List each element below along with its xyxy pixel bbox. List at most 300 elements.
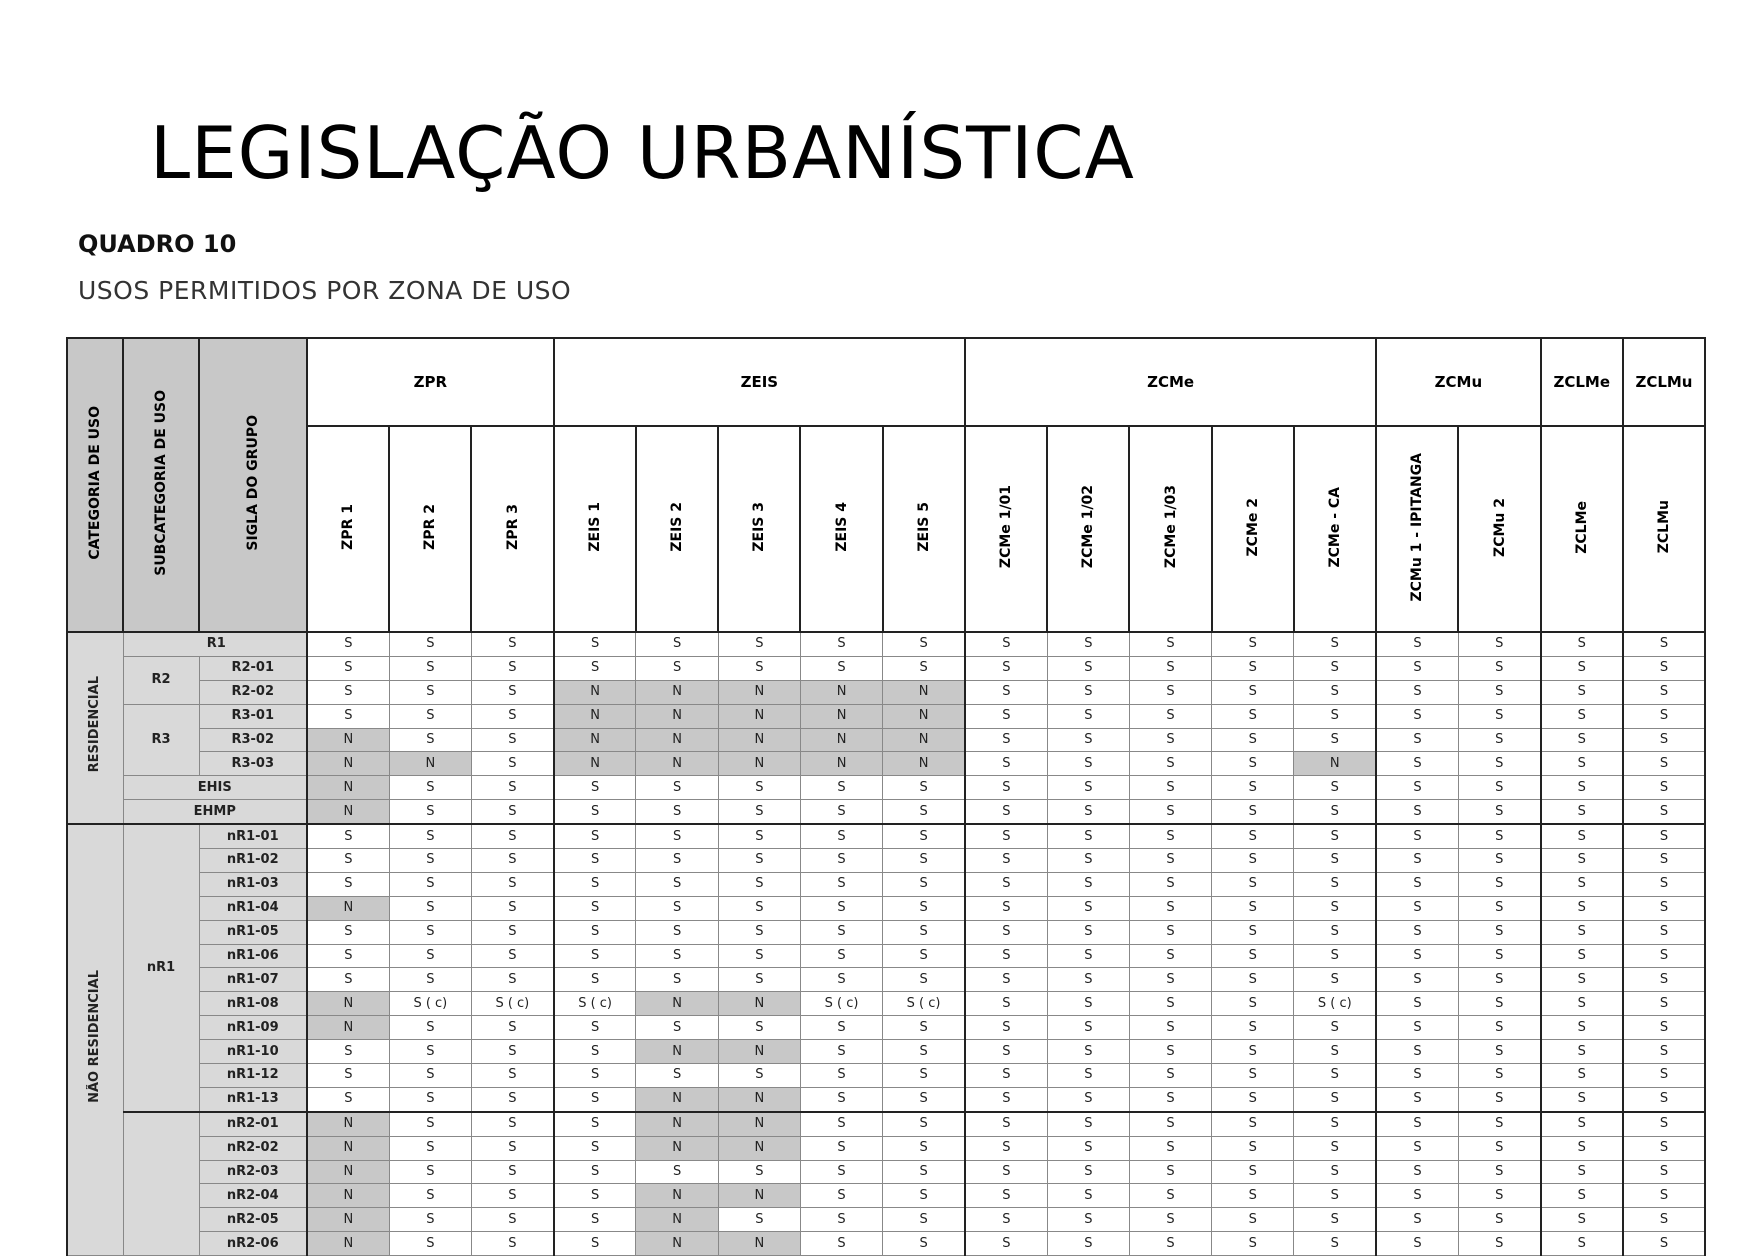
value-cell: S — [554, 632, 636, 656]
value-cell: S — [1623, 1184, 1705, 1208]
value-cell: S — [1541, 1136, 1623, 1160]
value-cell: S — [636, 800, 718, 824]
value-cell: S — [307, 1064, 389, 1088]
value-cell: N — [554, 704, 636, 728]
value-cell: S — [1541, 1040, 1623, 1064]
value-cell: S — [1458, 1064, 1540, 1088]
value-cell: S — [1376, 1232, 1458, 1256]
value-cell: S — [1212, 1232, 1294, 1256]
value-cell: S — [1129, 872, 1211, 896]
value-cell: S — [800, 920, 882, 944]
value-cell: S — [1129, 800, 1211, 824]
quadro-subtitle: USOS PERMITIDOS POR ZONA DE USO — [78, 276, 572, 305]
value-cell: S — [1294, 944, 1376, 968]
value-cell: S — [1294, 656, 1376, 680]
value-cell: S — [965, 992, 1047, 1016]
value-cell: S — [471, 896, 553, 920]
value-cell: S — [389, 944, 471, 968]
subcategory-cell — [123, 1112, 199, 1256]
value-cell: S — [1376, 800, 1458, 824]
value-cell: S — [1047, 1040, 1129, 1064]
value-cell: S — [554, 1016, 636, 1040]
value-cell: S — [307, 824, 389, 848]
value-cell: N — [636, 728, 718, 752]
value-cell: S — [965, 1232, 1047, 1256]
value-cell: S — [389, 704, 471, 728]
value-cell: S — [1212, 1136, 1294, 1160]
value-cell: S — [554, 1040, 636, 1064]
value-cell: S — [800, 1016, 882, 1040]
group-cell: R2-02 — [199, 680, 307, 704]
value-cell: S — [471, 824, 553, 848]
zone-header: ZCLMu — [1623, 338, 1705, 426]
table-row — [67, 944, 1705, 968]
value-cell: S — [1458, 680, 1540, 704]
value-cell: S — [1458, 1160, 1540, 1184]
value-cell: S — [1458, 1184, 1540, 1208]
group-cell: nR2-05 — [199, 1208, 307, 1232]
value-cell: S — [389, 680, 471, 704]
value-cell: N — [883, 704, 965, 728]
value-cell: S — [1129, 1136, 1211, 1160]
value-cell: S — [1541, 800, 1623, 824]
group-cell: nR1-06 — [199, 944, 307, 968]
value-cell: S — [389, 896, 471, 920]
value-cell: S — [1047, 872, 1129, 896]
value-cell: N — [800, 680, 882, 704]
value-cell: S — [389, 632, 471, 656]
table-row — [67, 1184, 1705, 1208]
value-cell: S — [1047, 1232, 1129, 1256]
value-cell: S — [965, 800, 1047, 824]
value-cell: N — [718, 1087, 800, 1111]
value-cell: N — [718, 752, 800, 776]
value-cell: S — [1047, 1208, 1129, 1232]
value-cell: S — [471, 920, 553, 944]
value-cell: S — [1541, 1160, 1623, 1184]
value-cell: S — [883, 632, 965, 656]
value-cell: S — [1623, 1087, 1705, 1111]
value-cell: S — [471, 1040, 553, 1064]
value-cell: S — [1376, 1064, 1458, 1088]
value-cell: S — [471, 632, 553, 656]
value-cell: S — [718, 632, 800, 656]
value-cell: S — [1541, 968, 1623, 992]
value-cell: S — [1623, 968, 1705, 992]
value-cell: S — [389, 1232, 471, 1256]
value-cell: S — [965, 752, 1047, 776]
value-cell: S — [1376, 656, 1458, 680]
value-cell: S — [1294, 1112, 1376, 1136]
value-cell: S ( c) — [554, 992, 636, 1016]
value-cell: N — [718, 704, 800, 728]
value-cell: S — [1623, 1136, 1705, 1160]
value-cell: S — [965, 824, 1047, 848]
value-cell: S — [965, 1040, 1047, 1064]
table-row — [67, 824, 1705, 848]
value-cell: N — [307, 800, 389, 824]
zone-header: ZCLMe — [1541, 338, 1623, 426]
value-cell: S — [800, 872, 882, 896]
value-cell: S — [965, 680, 1047, 704]
value-cell: S — [636, 632, 718, 656]
value-cell: S — [1047, 1112, 1129, 1136]
table-row — [67, 704, 1705, 728]
value-cell: S — [1129, 896, 1211, 920]
subcategory-cell: nR1 — [123, 824, 199, 1112]
value-cell: S — [800, 1160, 882, 1184]
value-cell: S — [389, 968, 471, 992]
value-cell: S — [1458, 752, 1540, 776]
value-cell: N — [636, 680, 718, 704]
value-cell: S — [883, 1184, 965, 1208]
value-cell: S — [718, 1208, 800, 1232]
value-cell: N — [718, 1136, 800, 1160]
value-cell: S — [800, 1064, 882, 1088]
value-cell: S — [1623, 1232, 1705, 1256]
value-cell: S — [1294, 1208, 1376, 1232]
value-cell: N — [718, 728, 800, 752]
value-cell: S — [1129, 992, 1211, 1016]
value-cell: S — [883, 776, 965, 800]
value-cell: S — [1458, 896, 1540, 920]
value-cell: S — [965, 1208, 1047, 1232]
value-cell: S — [800, 800, 882, 824]
value-cell: S — [1376, 752, 1458, 776]
value-cell: S — [636, 944, 718, 968]
value-cell: S — [1047, 849, 1129, 873]
value-cell: S — [389, 824, 471, 848]
subzone-header: ZCMe - CA — [1294, 426, 1376, 632]
value-cell: S — [1294, 1040, 1376, 1064]
value-cell: S — [307, 920, 389, 944]
value-cell: S — [1294, 728, 1376, 752]
value-cell: S — [636, 1064, 718, 1088]
value-cell: S — [554, 1208, 636, 1232]
group-cell: nR1-12 — [199, 1064, 307, 1088]
value-cell: S — [471, 1160, 553, 1184]
value-cell: S — [883, 1208, 965, 1232]
value-cell: S — [1129, 704, 1211, 728]
value-cell: S — [1458, 656, 1540, 680]
group-cell: R3-02 — [199, 728, 307, 752]
value-cell: S ( c) — [883, 992, 965, 1016]
value-cell: N — [883, 680, 965, 704]
group-cell: nR2-06 — [199, 1232, 307, 1256]
value-cell: S — [471, 704, 553, 728]
value-cell: S — [883, 1160, 965, 1184]
group-cell: nR1-10 — [199, 1040, 307, 1064]
group-cell: nR1-02 — [199, 849, 307, 873]
zone-header: ZPR — [307, 338, 554, 426]
value-cell: S — [554, 1136, 636, 1160]
value-cell: S — [718, 849, 800, 873]
value-cell: S — [883, 1136, 965, 1160]
value-cell: N — [718, 992, 800, 1016]
value-cell: S — [1212, 704, 1294, 728]
value-cell: N — [307, 1112, 389, 1136]
value-cell: S — [1129, 1040, 1211, 1064]
value-cell: S — [1212, 1112, 1294, 1136]
value-cell: S — [554, 1232, 636, 1256]
value-cell: S — [1623, 872, 1705, 896]
value-cell: S — [1129, 1184, 1211, 1208]
value-cell: S — [1458, 1040, 1540, 1064]
value-cell: S — [554, 1064, 636, 1088]
value-cell: S — [883, 1064, 965, 1088]
value-cell: S — [636, 824, 718, 848]
value-cell: S — [1212, 944, 1294, 968]
value-cell: S — [1623, 752, 1705, 776]
value-cell: S — [471, 1184, 553, 1208]
value-cell: N — [800, 704, 882, 728]
value-cell: S — [965, 1087, 1047, 1111]
value-cell: N — [718, 1112, 800, 1136]
value-cell: S — [800, 1136, 882, 1160]
value-cell: N — [636, 1208, 718, 1232]
value-cell: S — [554, 944, 636, 968]
value-cell: S — [1129, 1160, 1211, 1184]
subzone-header: ZPR 2 — [389, 426, 471, 632]
value-cell: S — [800, 632, 882, 656]
table-row — [67, 1232, 1705, 1256]
group-cell: R1 — [123, 632, 307, 656]
value-cell: S — [471, 1016, 553, 1040]
value-cell: S — [1129, 1112, 1211, 1136]
value-cell: S — [471, 728, 553, 752]
value-cell: S — [965, 944, 1047, 968]
value-cell: S — [307, 632, 389, 656]
value-cell: S — [965, 656, 1047, 680]
value-cell: S — [1541, 728, 1623, 752]
value-cell: S — [1047, 992, 1129, 1016]
value-cell: S — [965, 1016, 1047, 1040]
value-cell: S — [1541, 1087, 1623, 1111]
value-cell: S — [307, 849, 389, 873]
subzone-header: ZCMe 1/02 — [1047, 426, 1129, 632]
value-cell: S — [389, 800, 471, 824]
value-cell: S — [1376, 968, 1458, 992]
value-cell: S — [718, 872, 800, 896]
value-cell: S — [1458, 872, 1540, 896]
value-cell: S — [800, 1087, 882, 1111]
value-cell: S — [800, 944, 882, 968]
value-cell: S — [1458, 1112, 1540, 1136]
value-cell: S — [1376, 944, 1458, 968]
value-cell: N — [307, 1208, 389, 1232]
value-cell: S — [1541, 824, 1623, 848]
value-cell: S — [554, 1087, 636, 1111]
value-cell: N — [554, 728, 636, 752]
value-cell: N — [636, 1184, 718, 1208]
value-cell: S — [1047, 968, 1129, 992]
value-cell: S — [1129, 1232, 1211, 1256]
table-row — [67, 1087, 1705, 1111]
zone-header: ZCMu — [1376, 338, 1540, 426]
value-cell: N — [636, 1087, 718, 1111]
value-cell: S — [1376, 776, 1458, 800]
value-cell: S — [1458, 1232, 1540, 1256]
group-cell: nR2-02 — [199, 1136, 307, 1160]
group-cell: nR1-09 — [199, 1016, 307, 1040]
table-row — [67, 1208, 1705, 1232]
value-cell: S — [307, 704, 389, 728]
col-header-sigla: SIGLA DO GRUPO — [199, 338, 307, 632]
value-cell: N — [307, 1232, 389, 1256]
value-cell: S — [965, 872, 1047, 896]
value-cell: S — [1212, 992, 1294, 1016]
value-cell: N — [718, 1184, 800, 1208]
value-cell: S — [1294, 1232, 1376, 1256]
value-cell: S — [389, 1040, 471, 1064]
value-cell: S — [1047, 944, 1129, 968]
value-cell: S — [471, 680, 553, 704]
value-cell: N — [636, 1136, 718, 1160]
value-cell: S — [1047, 1184, 1129, 1208]
value-cell: S — [1541, 752, 1623, 776]
value-cell: S — [1458, 1087, 1540, 1111]
value-cell: S — [1541, 920, 1623, 944]
col-header-subcategoria: SUBCATEGORIA DE USO — [123, 338, 199, 632]
value-cell: S — [800, 1232, 882, 1256]
value-cell: S — [1129, 1016, 1211, 1040]
zone-header-row — [67, 338, 1705, 426]
group-cell: nR1-03 — [199, 872, 307, 896]
value-cell: S — [800, 849, 882, 873]
value-cell: S — [636, 968, 718, 992]
table-row — [67, 776, 1705, 800]
value-cell: S — [1623, 1208, 1705, 1232]
value-cell: S — [471, 1208, 553, 1232]
value-cell: S — [1212, 1208, 1294, 1232]
value-cell: S — [1376, 1040, 1458, 1064]
value-cell: S — [1212, 776, 1294, 800]
subzone-header: ZCLMe — [1541, 426, 1623, 632]
value-cell: S — [1623, 849, 1705, 873]
value-cell: S — [1294, 920, 1376, 944]
value-cell: S — [554, 1112, 636, 1136]
value-cell: S — [1294, 704, 1376, 728]
value-cell: S — [1047, 752, 1129, 776]
value-cell: S — [471, 656, 553, 680]
zone-header: ZEIS — [554, 338, 965, 426]
value-cell: S — [1376, 872, 1458, 896]
value-cell: N — [636, 992, 718, 1016]
value-cell: N — [800, 752, 882, 776]
value-cell: S — [1047, 800, 1129, 824]
value-cell: S — [1541, 992, 1623, 1016]
value-cell: S — [471, 800, 553, 824]
value-cell: N — [883, 728, 965, 752]
value-cell: S — [1541, 944, 1623, 968]
group-cell: R3-03 — [199, 752, 307, 776]
value-cell: S — [554, 920, 636, 944]
value-cell: S — [636, 656, 718, 680]
value-cell: S — [1047, 656, 1129, 680]
value-cell: S ( c) — [1294, 992, 1376, 1016]
value-cell: S — [800, 1112, 882, 1136]
value-cell: S — [1623, 800, 1705, 824]
value-cell: S — [800, 1040, 882, 1064]
table-row — [67, 656, 1705, 680]
category-cell: RESIDENCIAL — [67, 632, 123, 824]
value-cell: S — [554, 776, 636, 800]
value-cell: S — [554, 800, 636, 824]
value-cell: S — [800, 656, 882, 680]
value-cell: S — [1376, 728, 1458, 752]
value-cell: S — [1623, 1040, 1705, 1064]
value-cell: S — [471, 1064, 553, 1088]
value-cell: N — [307, 728, 389, 752]
value-cell: S — [389, 1016, 471, 1040]
value-cell: S — [1294, 1087, 1376, 1111]
value-cell: S — [1623, 728, 1705, 752]
value-cell: S — [554, 824, 636, 848]
value-cell: S — [883, 920, 965, 944]
value-cell: S — [965, 1112, 1047, 1136]
subzone-header: ZEIS 4 — [800, 426, 882, 632]
value-cell: S — [1129, 632, 1211, 656]
value-cell: S — [389, 1160, 471, 1184]
value-cell: S — [1047, 1136, 1129, 1160]
value-cell: S — [1212, 1064, 1294, 1088]
value-cell: S — [718, 824, 800, 848]
value-cell: N — [636, 1232, 718, 1256]
value-cell: S — [1623, 1064, 1705, 1088]
value-cell: S — [1294, 849, 1376, 873]
value-cell: S — [1541, 896, 1623, 920]
value-cell: N — [307, 1136, 389, 1160]
value-cell: S — [1294, 680, 1376, 704]
value-cell: S — [1623, 896, 1705, 920]
value-cell: S — [1212, 728, 1294, 752]
value-cell: S — [471, 1112, 553, 1136]
value-cell: S — [389, 776, 471, 800]
value-cell: N — [636, 1040, 718, 1064]
value-cell: S — [1541, 849, 1623, 873]
value-cell: S — [883, 968, 965, 992]
value-cell: S — [1212, 800, 1294, 824]
table-row — [67, 968, 1705, 992]
value-cell: S — [1294, 968, 1376, 992]
value-cell: S — [718, 776, 800, 800]
value-cell: S — [1541, 872, 1623, 896]
value-cell: S — [389, 1184, 471, 1208]
value-cell: S — [1458, 944, 1540, 968]
value-cell: N — [1294, 752, 1376, 776]
value-cell: S — [1129, 728, 1211, 752]
value-cell: S — [1294, 1136, 1376, 1160]
value-cell: S — [1129, 680, 1211, 704]
subzone-header: ZEIS 3 — [718, 426, 800, 632]
group-cell: nR1-05 — [199, 920, 307, 944]
value-cell: S — [800, 1208, 882, 1232]
value-cell: N — [718, 1040, 800, 1064]
value-cell: S — [1541, 704, 1623, 728]
value-cell: S — [1376, 1160, 1458, 1184]
value-cell: S — [1541, 1016, 1623, 1040]
value-cell: S — [800, 968, 882, 992]
value-cell: S — [1294, 824, 1376, 848]
group-cell: R3-01 — [199, 704, 307, 728]
value-cell: S — [1376, 920, 1458, 944]
value-cell: S — [1212, 824, 1294, 848]
value-cell: S — [554, 656, 636, 680]
value-cell: N — [307, 1160, 389, 1184]
value-cell: S — [389, 1064, 471, 1088]
table-row — [67, 1016, 1705, 1040]
value-cell: S — [965, 728, 1047, 752]
